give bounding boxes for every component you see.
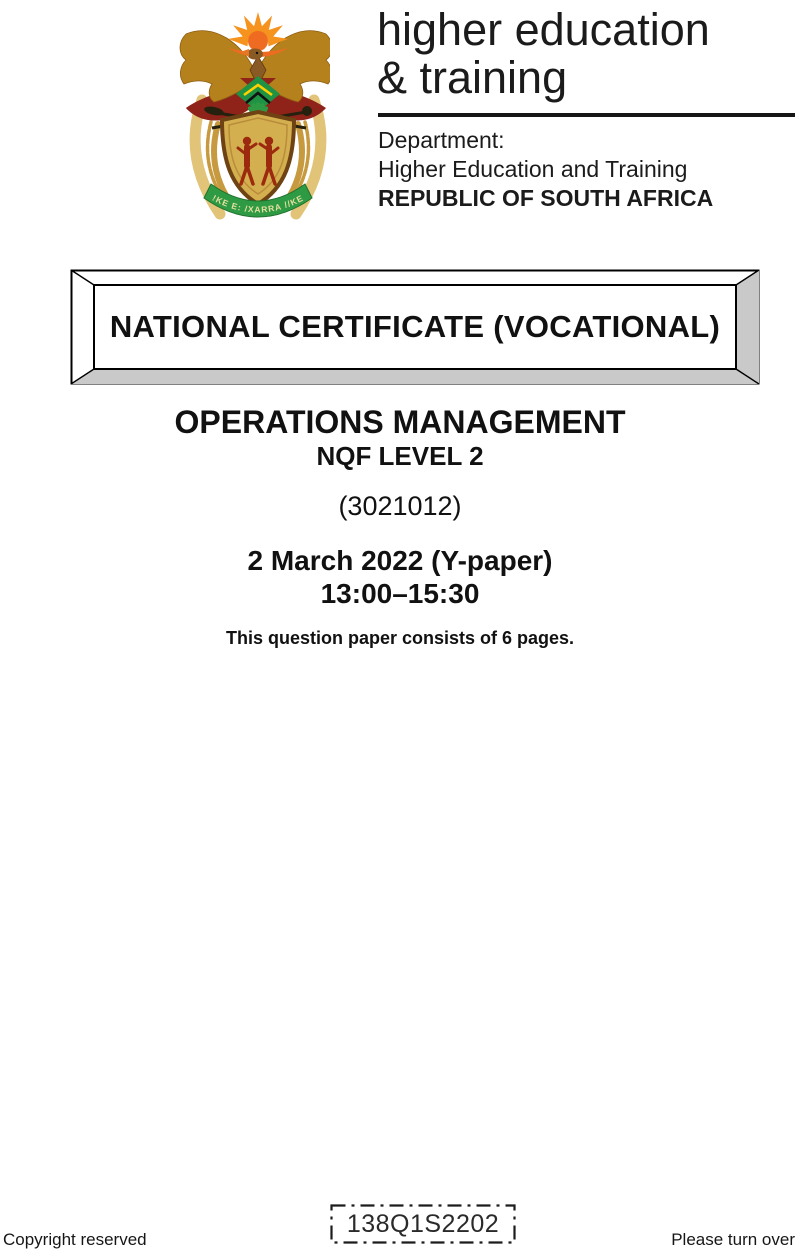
- paper-number: 138Q1S2202: [346, 1209, 500, 1238]
- brand-divider: [378, 113, 795, 117]
- exam-level: NQF LEVEL 2: [316, 441, 484, 471]
- certificate-title-box: [70, 269, 760, 385]
- brand-line-2: & training: [377, 52, 568, 103]
- country-name: REPUBLIC OF SOUTH AFRICA: [378, 185, 714, 211]
- department-name: Higher Education and Training: [378, 156, 688, 182]
- copyright-notice: Copyright reserved: [3, 1230, 147, 1249]
- logo-shield-icon: [222, 112, 294, 204]
- brand-wordmark: [377, 6, 710, 102]
- exam-session-date: 2 March 2022 (Y-paper): [247, 545, 553, 576]
- department-block: [378, 126, 713, 213]
- brand-line-1: higher education: [377, 4, 710, 55]
- exam-subject: OPERATIONS MANAGEMENT: [174, 404, 626, 440]
- turn-over-note: Please turn over: [671, 1230, 795, 1249]
- paper-number-box: [330, 1204, 516, 1244]
- exam-pages-note: This question paper consists of 6 pages.: [225, 628, 575, 648]
- coat-of-arms-logo: [170, 8, 330, 232]
- logo-motto-text: !KE E: /XARRA //KE: [210, 192, 306, 215]
- exam-session-time: 13:00–15:30: [320, 578, 480, 609]
- certificate-title: NATIONAL CERTIFICATE (VOCATIONAL): [109, 309, 721, 344]
- exam-paper-code: (3021012): [338, 491, 462, 521]
- department-label: Department:: [378, 127, 505, 153]
